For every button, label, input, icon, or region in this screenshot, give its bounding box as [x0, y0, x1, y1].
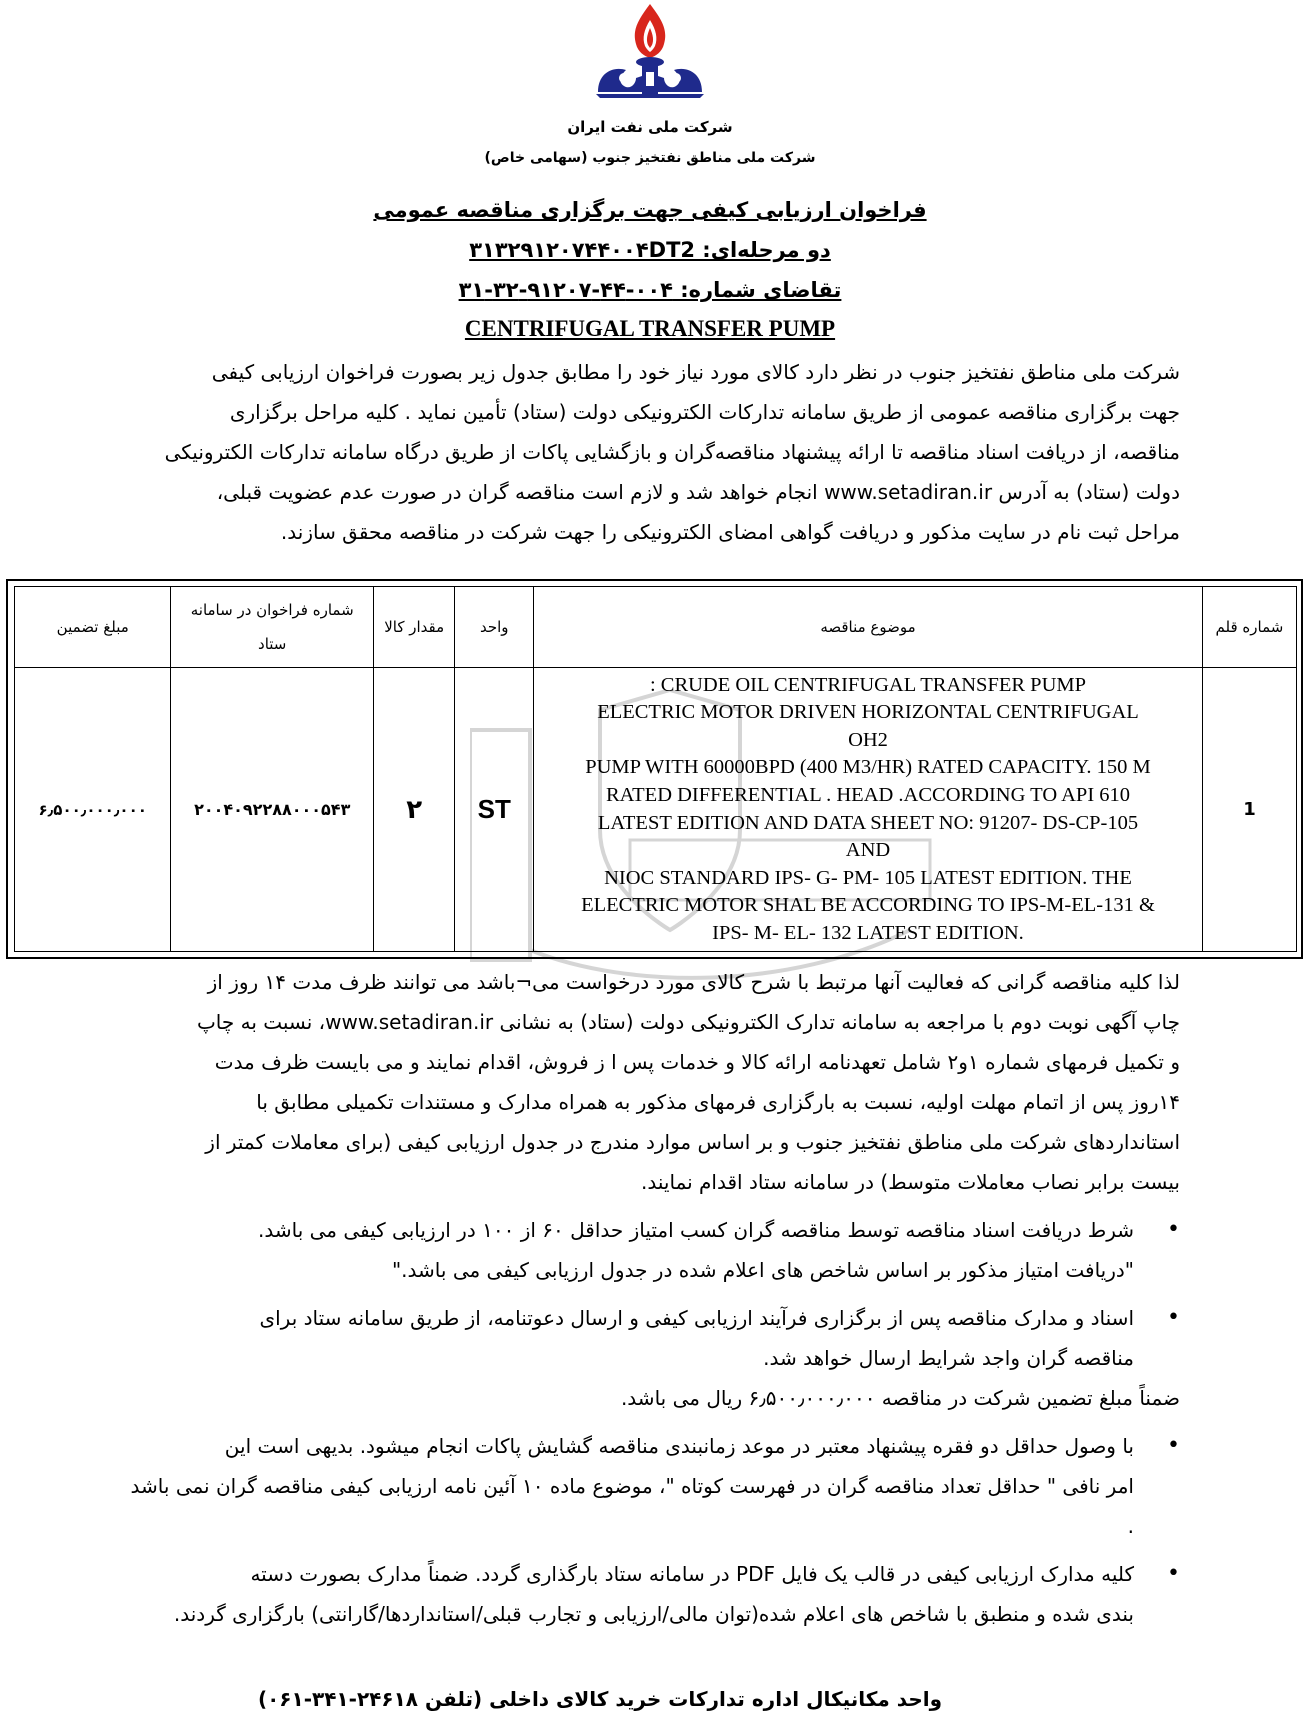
- two-stage-code-text: دو مرحله‌ای: ۳۱۳۲۹۱۲۰۷۴۴۰۰۴DT2: [469, 238, 831, 262]
- bullet-line: اسناد و مدارک مناقصه پس از برگزاری فرآیند ارزیابی کیفی و ارسال دعوتنامه، از طریق سامانه ستاد برای: [259, 1306, 1134, 1330]
- bullet-item: [118, 1298, 1180, 1378]
- conditions-line: چاپ آگهی نوبت دوم با مراجعه به سامانه تدارک الکترونیکی دولت (ستاد) به نشانی www.setadiran.ir، نسبت به چاپ: [196, 1010, 1180, 1034]
- notice-title-text: فراخوان ارزیابی کیفی جهت برگزاری مناقصه عمومی: [373, 198, 927, 222]
- nioc-logo-icon: [580, 0, 720, 108]
- conditions-line: بیست برابر نصاب معاملات متوسط) در سامانه ستاد اقدام نمایند.: [641, 1170, 1180, 1194]
- bullet-item: [118, 1426, 1180, 1546]
- bullet-icon: •: [1167, 1561, 1180, 1586]
- item-title-text: CENTRIFUGAL TRANSFER PUMP: [464, 316, 836, 341]
- footer-contact: واحد مکانیکال اداره تدارکات خرید کالای داخلی (تلفن ۲۴۶۱۸-۳۴۱-۰۶۱): [257, 1687, 943, 1711]
- intro-line: مناقصه، از دریافت اسناد مناقصه تا ارائه پیشنهاد مناقصه‌گران و بازگشایی پاکات از طریق درگاه سامانه تدارکات الکترونیکی: [164, 440, 1180, 464]
- subject-line: ELECTRIC MOTOR DRIVEN HORIZONTAL CENTRIFUGAL: [597, 701, 1139, 724]
- subject-line: ELECTRIC MOTOR SHAL BE ACCORDING TO IPS-M-EL-131 &: [581, 894, 1155, 917]
- bullet-line: "دریافت امتیاز مذکور بر اساس شاخص های اعلام شده در جدول ارزیابی کیفی می باشد.": [391, 1258, 1134, 1282]
- watermark-seal-icon: [470, 690, 940, 980]
- company-name: شرکت ملی نفت ایران: [567, 118, 733, 136]
- subject-line: : CRUDE OIL CENTRIFUGAL TRANSFER PUMP: [649, 673, 1087, 696]
- conditions-line: ۱۴روز پس از اتمام مهلت اولیه، نسبت به بارگزاری فرمهای مذکور به همراه مدارک و مستندات تکمیلی مطابق با: [256, 1090, 1180, 1114]
- request-number-text: تقاضای شماره: ۰۰۴-۴۴-۹۱۲۰۷-۳۲-۳۱: [458, 278, 842, 302]
- request-number: [300, 278, 1000, 302]
- cell-unit: ST: [455, 668, 534, 952]
- bullet-icon: •: [1167, 1433, 1180, 1458]
- bullet-line: با وصول حداقل دو فقره پیشنهاد معتبر در موعد زمانبندی مناقصه گشایش پاکات انجام میشود. بدیهی است این: [224, 1434, 1134, 1458]
- subject-line: NIOC STANDARD IPS- G- PM- 105 LATEST EDITION. THE: [604, 866, 1132, 889]
- cell-call-number: ۲۰۰۴۰۹۲۲۸۸۰۰۰۵۴۳: [171, 668, 374, 952]
- header-call-number: شماره فراخوان در سامانه ستاد: [171, 587, 374, 668]
- notice-title: [300, 198, 1000, 222]
- cell-row-number: 1: [1202, 668, 1296, 952]
- conditions-line: لذا کلیه مناقصه گرانی که فعالیت آنها مرتبط با شرح کالای مورد درخواست می¬باشد می توانند ظرف مدت ۱۴ روز از: [207, 970, 1180, 994]
- intro-paragraph: [118, 352, 1180, 552]
- subject-line: PUMP WITH 60000BPD (400 M3/HR) RATED CAPACITY. 150 M: [585, 756, 1151, 779]
- item-title: [300, 316, 1000, 342]
- header-guarantee: مبلغ تضمین: [15, 587, 171, 668]
- intro-line: جهت برگزاری مناقصه عمومی از طریق سامانه تدارکات الکترونیکی دولت (ستاد) تأمین نماید . کلیه مراحل برگزاری: [229, 400, 1180, 424]
- bullet-line: کلیه مدارک ارزیابی کیفی در قالب یک فایل PDF در سامانه ستاد بارگذاری گردد. ضمناً مدارک بصورت دسته: [250, 1562, 1134, 1586]
- bullet-line: امر نافی " حداقل تعداد مناقصه گران در فهرست کوتاه "، موضوع ماده ۱۰ آئین نامه ارزیابی کیفی مناقصه گران نمی باشد: [130, 1474, 1134, 1498]
- bullet-item: [118, 1554, 1180, 1634]
- bullet-line: .: [1127, 1514, 1134, 1538]
- header-row-number: شماره قلم: [1202, 587, 1296, 668]
- subject-line: RATED DIFFERENTIAL . HEAD .ACCORDING TO API 610: [605, 783, 1131, 806]
- cell-guarantee: ۶٫۵۰۰٫۰۰۰٫۰۰۰: [15, 668, 171, 952]
- bullet-line: بندی شده و منطبق با شاخص های اعلام شده(توان مالی/ارزیابی و تجارب قبلی/استانداردها/گارانتی) بارگزاری گردند.: [173, 1602, 1134, 1626]
- subject-line: LATEST EDITION AND DATA SHEET NO: 91207- DS-CP-105: [597, 811, 1139, 834]
- table-header-row: [15, 587, 1297, 668]
- intro-line: دولت (ستاد) به آدرس www.setadiran.ir انجام خواهد شد و لازم است مناقصه گران در صورت عدم عضویت قبلی،: [216, 480, 1180, 504]
- subject-line: AND: [845, 839, 891, 862]
- bullet-line: مناقصه گران واجد شرایط ارسال خواهد شد.: [763, 1346, 1134, 1370]
- guarantee-note: ضمناً مبلغ تضمین شرکت در مناقصه ۶٫۵۰۰٫۰۰۰٫۰۰۰ ریال می باشد.: [620, 1386, 1180, 1410]
- conditions-line: و تکمیل فرمهای شماره ۱و۲ شامل تعهدنامه ارائه کالا و خدمات پس ا ز فروش، اقدام نمایند و می بایست ظرف مدت: [214, 1050, 1180, 1074]
- header-unit: واحد: [455, 587, 534, 668]
- header-subject: موضوع مناقصه: [534, 587, 1203, 668]
- two-stage-code: [300, 238, 1000, 262]
- subsidiary-name: شرکت ملی مناطق نفتخیز جنوب (سهامی خاص): [484, 150, 816, 166]
- intro-line: مراحل ثبت نام در سایت مذکور و دریافت گواهی امضای الکترونیکی را جهت شرکت در مناقصه محقق سازند.: [280, 520, 1180, 544]
- cell-quantity: ۲: [373, 668, 455, 952]
- subject-line: IPS- M- EL- 132 LATEST EDITION.: [712, 921, 1024, 944]
- conditions-section: [118, 962, 1180, 1634]
- bullet-icon: •: [1167, 1217, 1180, 1242]
- subject-line: OH2: [848, 728, 888, 751]
- intro-line: شرکت ملی مناطق نفتخیز جنوب در نظر دارد کالای مورد نیاز خود را مطابق جدول زیر بصورت فراخوان ارزیابی کیفی: [211, 360, 1180, 384]
- bullet-icon: •: [1167, 1305, 1180, 1330]
- bullet-item: [118, 1210, 1180, 1290]
- bullet-line: شرط دریافت اسناد مناقصه توسط مناقصه گران کسب امتیاز حداقل ۶۰ از ۱۰۰ در ارزیابی کیفی می باشد.: [257, 1218, 1134, 1242]
- conditions-line: استانداردهای شرکت ملی مناطق نفتخیز جنوب و بر اساس موارد مندرج در جدول ارزیابی کیفی (برای معاملات کمتر از: [205, 1130, 1180, 1154]
- header-quantity: مقدار کالا: [373, 587, 455, 668]
